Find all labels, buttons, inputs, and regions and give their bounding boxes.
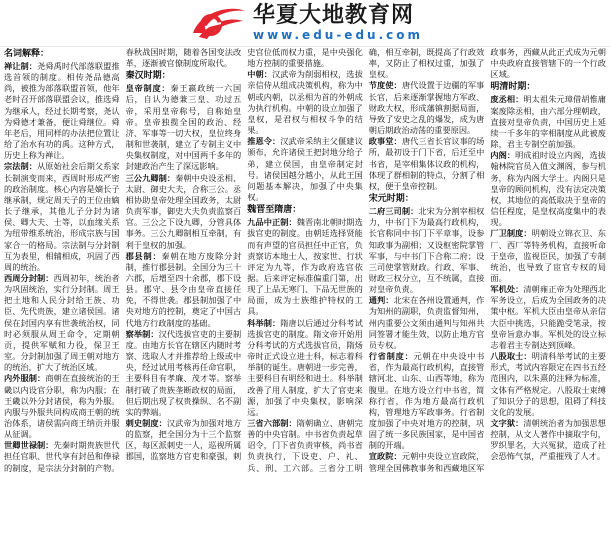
swoosh-logo-icon	[187, 3, 249, 43]
entry-term: 二府三司制：	[368, 206, 419, 217]
entry-text: 汉武帝为加强对地方的监察，把全国分为十三个监察区，每区派刺史一人，巡视所属郡国，监察地方官吏和豪强，刺史官位低而权力重，是中央强化地方控制的重要措施。	[125, 47, 363, 462]
entry-text: 汉武帝为削弱相权，选拔亲信侍从组成决策机构，称为中朝或内朝，以丞相为首的外朝成为执行机构。中朝的设立加强了皇权，是君权与相权斗争的结果。	[247, 69, 363, 136]
entry-text: 北宋在各州设置通判，作为知州的副职，负责监督知州，州内重要公文须由通判与知州共同签署才能生效，以防止地方官员专权。	[368, 295, 485, 350]
entry-term: 内外服制：	[4, 373, 46, 384]
entry-paragraph	[126, 83, 242, 172]
site-logo[interactable]	[187, 3, 423, 43]
entry-paragraph	[490, 418, 606, 463]
entry-term: 刺史制度：	[125, 418, 167, 428]
entry-text: 清朝雍正帝为处理西北军务设立，后成为全国政务的决策中枢。军机大臣由皇帝从亲信大臣中挑选，只能跪受笔录，按皇帝旨意办事。军机处的设立标志着君主专制达到顶峰。	[490, 284, 606, 350]
entry-term: 政事堂：	[368, 136, 402, 147]
entry-text: 清朝统治者为加强思想控制，从文人著作中摘取字句，罗织罪名，大兴冤狱，造成了社会恐怖气氛，严重摧残了人才。	[490, 418, 606, 462]
entry-paragraph	[247, 69, 363, 136]
section-heading: 魏晋至隋唐：	[247, 205, 302, 216]
section-heading: 明清时期：	[490, 82, 536, 93]
entry-text: 唐代三省长官议事的场所，最初设于门下省，后迁至中书省，是宰相集体议政的机构，体现了群相制的特点，分割了相权，便于皇帝控制。	[368, 136, 485, 191]
entry-paragraph	[4, 373, 120, 440]
entry-paragraph	[490, 351, 606, 418]
entry-paragraph	[247, 217, 363, 317]
entry-text: 明清科举考试的主要形式，考试内容限定在四书五经范围内，以朱熹的注释为标准，文体有严格规定。八股取士束缚了知识分子的思想，阻碍了科技文化的发展。	[490, 351, 606, 417]
entry-paragraph	[4, 61, 120, 161]
entry-term: 通判：	[368, 295, 394, 306]
entry-paragraph	[369, 80, 485, 136]
entry-text: 明太祖朱元璋借胡惟庸案废除丞相，由六部分理朝政，直接对皇帝负责，中国历史上延续一千多年的宰相制度从此被废除，君主专制空前加强。	[490, 94, 606, 150]
entry-paragraph	[126, 329, 242, 418]
site-url: www.edu-edu.com	[253, 28, 423, 42]
entry-text: 尧舜禹时代部落联盟推选首领的制度。相传尧品德高尚，被推为部落联盟首领，他年老时召开部落联盟会议，推选舜为继承人，经过长期考察，尧认为舜德才兼备，便让舜继位。舜年老后，用同样的办法把位置让给了治水有功的禹。这种方式，历史上称为禅让。	[4, 61, 120, 161]
entry-term: 皇帝制度：	[125, 83, 171, 94]
entry-paragraph	[369, 351, 485, 451]
entry-term: 三省六部制：	[247, 418, 297, 428]
entry-text: 秦朝在地方废除分封制，推行郡县制。全国分为三十六郡，后增至四十余郡，郡下设县。郡守、县令由皇帝直接任免，不得世袭。郡县制加强了中央对地方的控制，奠定了中国古代地方行政制度的基础。	[125, 250, 242, 328]
entry-paragraph	[369, 295, 485, 351]
entry-text: 从原始社会后期父系家长制演变而来，西周时形成严密的政治制度。核心内容是嫡长子继承制，规定周天子的王位由嫡长子继承，其他儿子分封为诸侯、卿大夫、士等，以血缘关系为纽带维系统治，形成宗族与国家合一的格局。宗法制与分封制互为表里，相辅相成，巩固了西周的统治。	[4, 161, 120, 272]
article-body	[4, 47, 606, 555]
entry-term: 文字狱：	[490, 418, 524, 428]
entry-term: 宣政院：	[368, 451, 402, 462]
entry-text: 魏晋南北朝时期选拔官吏的制度。由朝廷选择贤能而有声望的官员担任中正官，负责察访本地士人，按家世、行状评定为九等，作为政府选官依据。后来评定标准偏重门第，出现了上品无寒门、下品无世族的局面，成为士族维护特权的工具。	[247, 217, 363, 317]
section-heading: 秦汉时期：	[125, 71, 171, 82]
entry-text: 隋唐以后通过分科考试选拔官吏的制度。隋文帝开始用分科考试的方式选拔官员，隋炀帝时正式设立进士科，标志着科举制的诞生。唐朝进一步完善，主要科目有明经和进士。科举制改善了用人制度，扩大了官吏来源，加强了中央集权，影响深远。	[247, 317, 363, 417]
entry-text: 唐代设置于边疆的军事长官，后来逐渐掌握地方军政、财政大权，形成藩镇割据局面，导致了安史之乱的爆发，成为唐朝后期政治动荡的重要原因。	[368, 80, 485, 136]
entry-text: 元朝中央设立宣政院，管理全国佛教事务和西藏地区军政事务，西藏从此正式成为元朝中央政府直接管辖下的一个行政区域。	[368, 47, 606, 473]
entry-term: 废丞相：	[490, 94, 524, 105]
entry-term: 科举制：	[247, 317, 281, 328]
entry-text: 秦朝中央设丞相、太尉、御史大夫，合称三公。丞相协助皇帝处理全国政务，太尉负责军事，御史大夫负责监察百官。三公之下设九卿，分管具体事务。三公九卿制相互牵制，有利于皇权的加强。	[125, 172, 242, 250]
entry-paragraph	[369, 136, 485, 192]
entry-paragraph	[126, 251, 242, 329]
entry-term: 行省制度：	[368, 351, 414, 362]
entry-text: 北宋为分割宰相权力，中书门下为最高行政机构，长官称同中书门下平章事，设参知政事为副相；又设枢密院掌管军事，与中书门下合称二府；设三司使掌管财政。行政、军事、财政三权分立，互不统属，直接对皇帝负责。	[368, 206, 485, 295]
entry-term: 推恩令：	[247, 136, 281, 147]
entry-paragraph	[490, 284, 606, 351]
entry-paragraph	[490, 94, 606, 150]
entry-text: 汉代选拔官吏的主要制度。由地方长官在辖区内随时考察、选取人才并推荐给上级或中央，经过试用考核再任命官职，主要科目有孝廉、茂才等。察举制打破了贵族垄断政权的局面，但后期出现了权贵操纵、名不副实的弊端。	[125, 328, 242, 417]
entry-text: 汉武帝采纳主父偃建议颁布，允许诸侯王把封地分给子弟，建立侯国，由皇帝制定封号。诸侯国越分越小，从此王国问题基本解决，加强了中央集权。	[247, 136, 363, 203]
entry-term: 厂卫制度：	[490, 228, 532, 239]
entry-text: 明朝设立锦衣卫、东厂、西厂等特务机构，直接听命于皇帝，监视臣民，加强了专制统治，也导致了宦官专权的局面。	[490, 228, 606, 283]
section-heading: 宋元时期：	[368, 194, 414, 205]
entry-term: 察举制：	[125, 328, 159, 339]
entry-paragraph	[490, 150, 606, 228]
entry-term: 郡县制：	[125, 250, 162, 261]
entry-term: 西周分封制：	[4, 272, 54, 283]
entry-text: 商朝在直接统治的王畿以内设官分职，称为内服；在王畿以外分封诸侯，称为外服。内服与外服共同构成商王朝的统治体系，诸侯需向商王纳贡并服从征调。	[4, 373, 120, 440]
site-header	[0, 0, 610, 47]
entry-paragraph	[247, 318, 363, 418]
entry-term: 八股取士：	[490, 351, 532, 362]
entry-paragraph	[490, 228, 606, 284]
entry-paragraph	[247, 136, 363, 203]
entry-term: 节度使：	[368, 80, 402, 91]
entry-term: 九品中正制：	[247, 217, 297, 228]
entry-text: 明成祖时设立内阁，选拔翰林院官员入值文渊阁，参与机务，称为内阁大学士。内阁只是皇帝的顾问机构，没有法定决策权，其地位的高低取决于皇帝的信任程度，是皇权高度集中的表现。	[490, 150, 606, 228]
entry-text: 元朝在中央设中书省，作为最高行政机构，直接管辖河北、山东、山西等地，称为腹里。在地方设立行中书省，简称行省，作为地方最高行政机构，管理地方军政事务。行省制度加强了中央对地方的控制，巩固了统一多民族国家，是中国省制的开端。	[368, 351, 485, 451]
section-heading: 名词解释：	[4, 49, 50, 59]
entry-term: 禅让制：	[4, 61, 38, 71]
entry-text: 先秦时期贵族世代担任官职、世代享有封邑和俸禄的制度，是宗法分封制的产物。春秋战国时期，随着各国变法改革，逐渐被官僚制度所取代。	[4, 47, 242, 473]
entry-term: 中朝：	[247, 69, 272, 80]
entry-term: 三公九卿制：	[125, 172, 176, 183]
site-title: 华夏大地教育网	[253, 3, 415, 28]
entry-term: 世卿世禄制：	[4, 440, 54, 451]
entry-paragraph	[369, 206, 485, 295]
entry-paragraph	[4, 273, 120, 373]
entry-text: 秦王嬴政统一六国后，自认为德兼三皇、功过五帝，采用皇帝称号，自称始皇帝。皇帝独揽全国的政治、经济、军事等一切大权，皇位终身制和世袭制，建立了专制主义中央集权制度，对中国两千多年的封建政治产生了深远影响。	[125, 83, 242, 172]
entry-text: 西周初年，统治者为巩固统治，实行分封制。周王把土地和人民分封给王族、功臣、先代贵族，建立诸侯国。诸侯在封国内享有世袭统治权，同时必须服从周王命令，定期朝贡，提供军赋和力役，保卫王室。分封制加强了周王朝对地方的统治，扩大了统治区域。	[4, 272, 120, 373]
entry-term: 内阁：	[490, 150, 516, 161]
entry-term: 宗法制：	[4, 161, 38, 172]
entry-term: 军机处：	[490, 284, 524, 295]
entry-paragraph	[4, 161, 120, 273]
entry-text: 隋朝确立、唐朝完善的中央官制。中书省负责起草诏令，门下省负责审核，尚书省负责执行，下设吏、户、礼、兵、刑、工六部。三省分工明确，相互牵制，既提高了行政效率，又防止了相权过重，加强了皇权。	[247, 47, 485, 473]
entry-paragraph	[126, 173, 242, 251]
section	[490, 81, 606, 462]
